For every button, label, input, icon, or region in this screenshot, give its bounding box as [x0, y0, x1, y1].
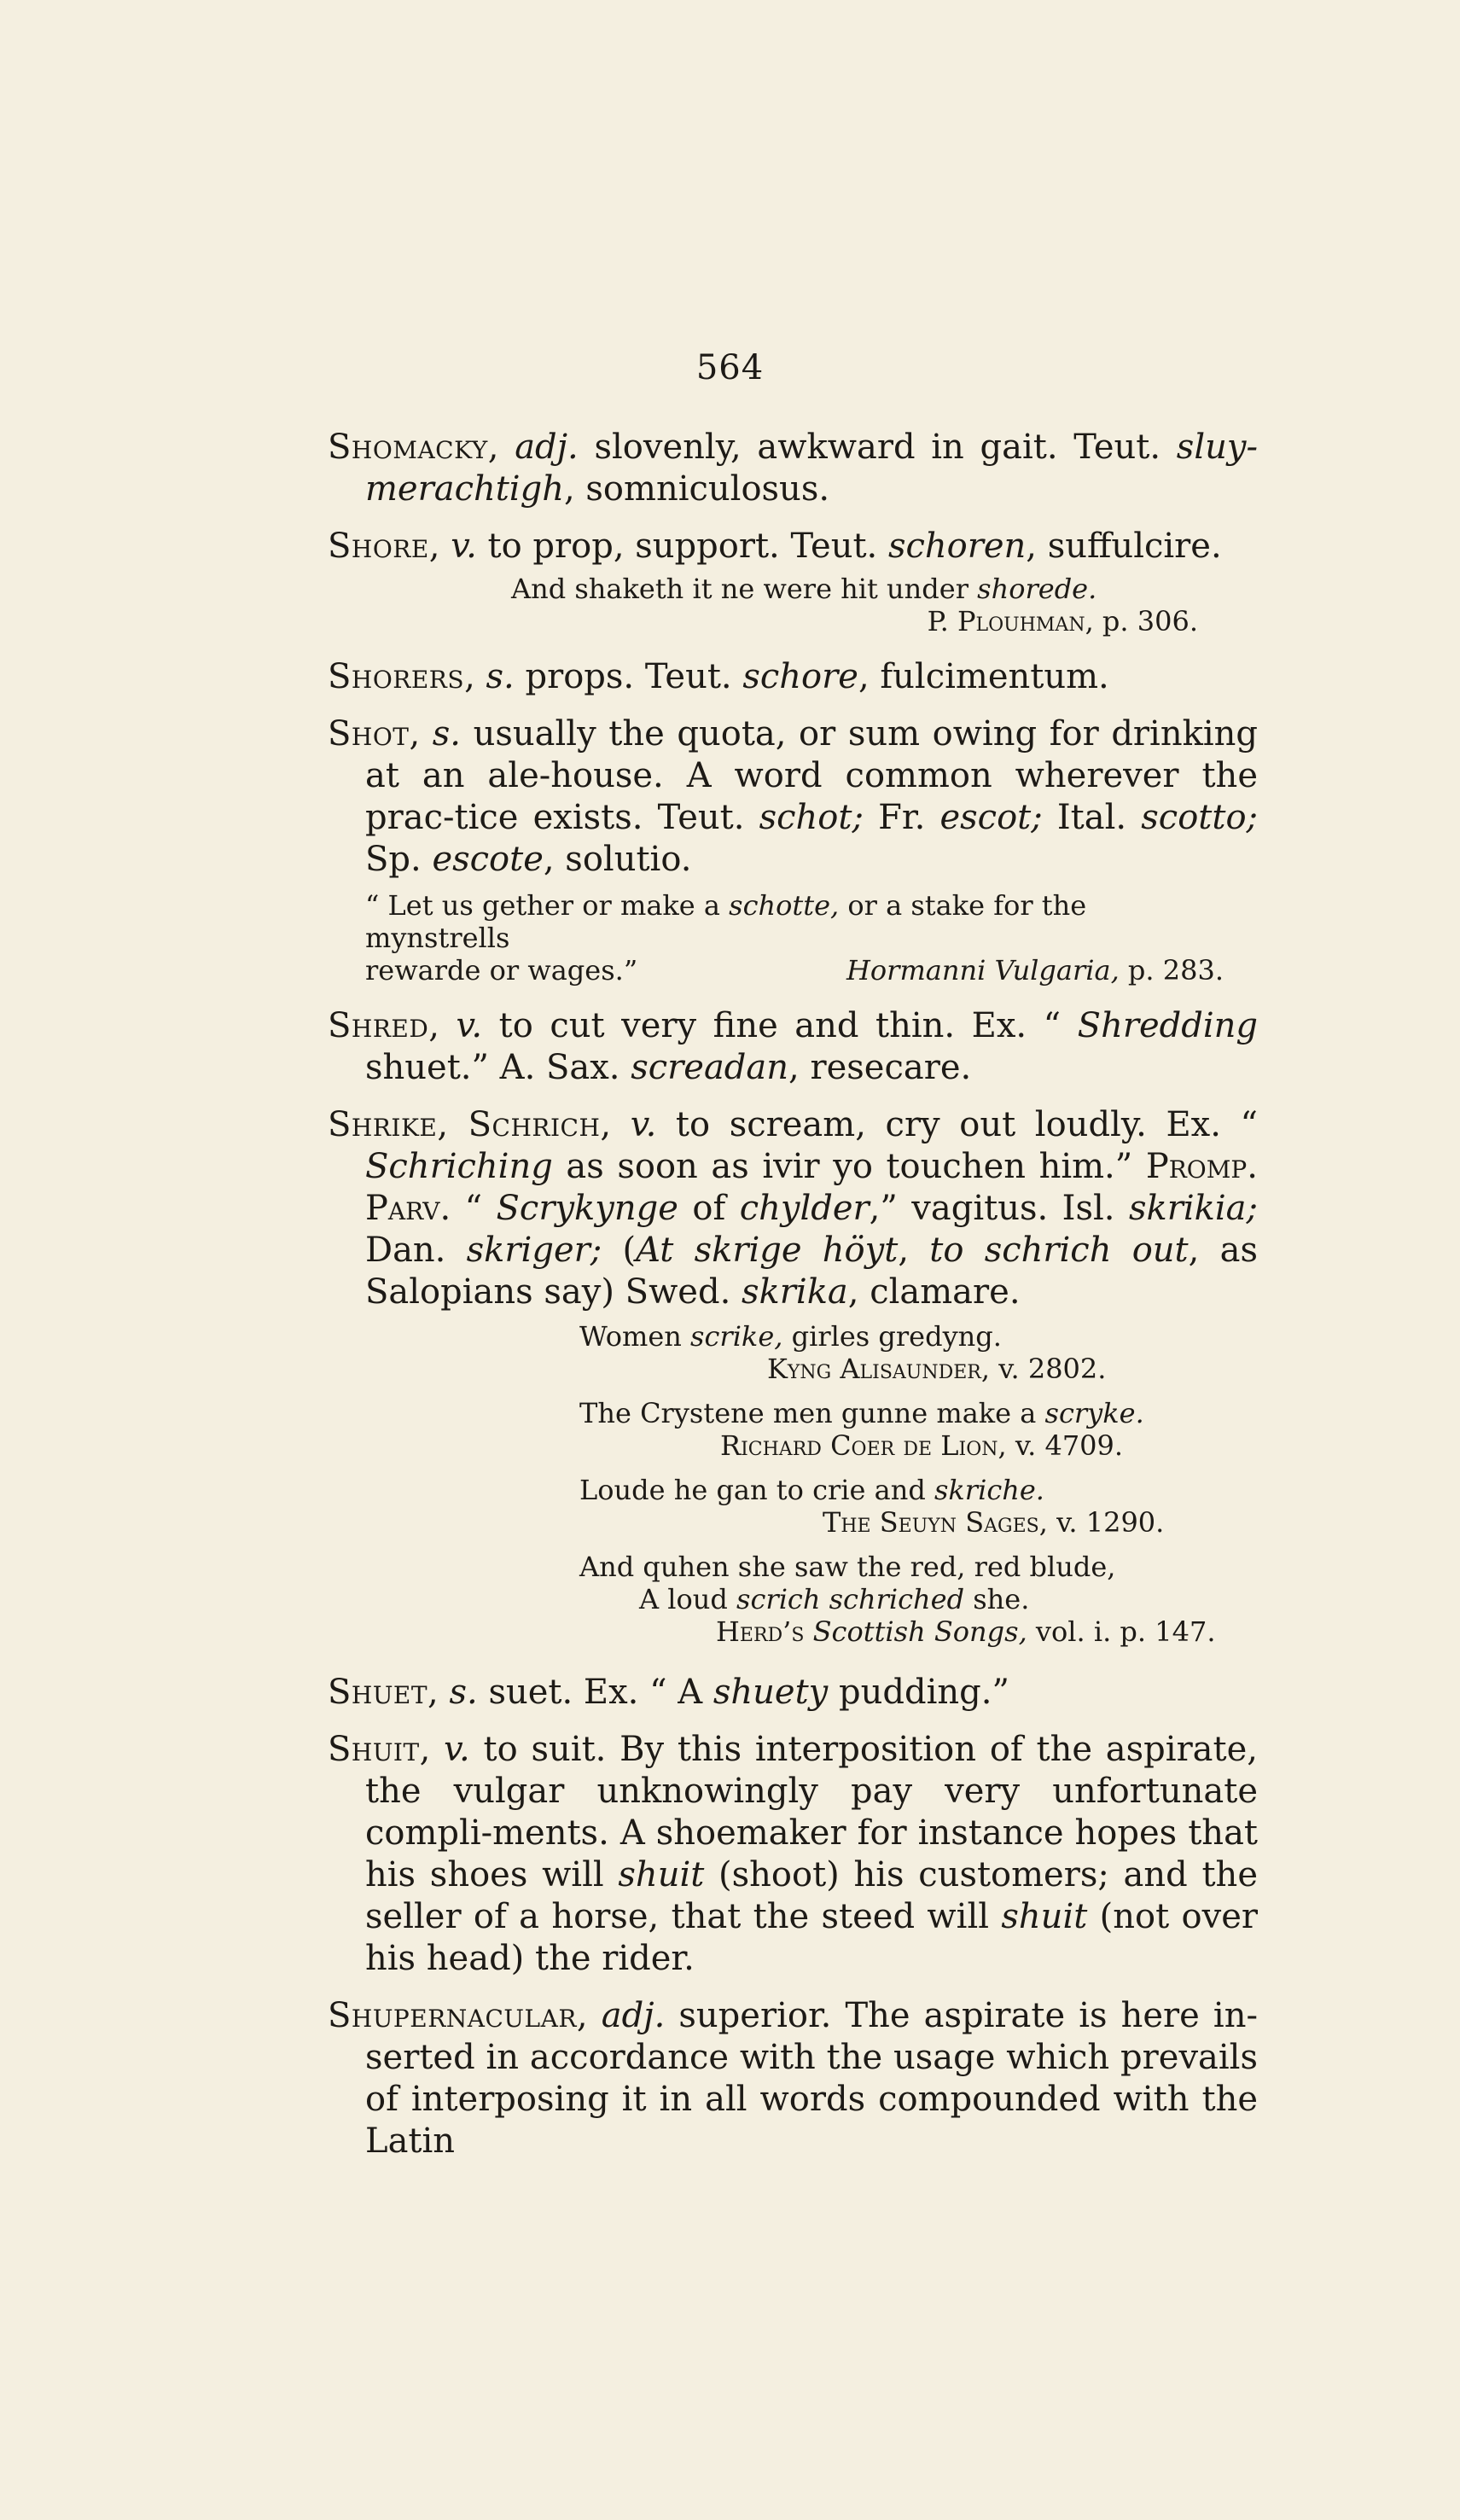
quotation-shore	[328, 573, 1258, 637]
entry-shore: Shore, v. to prop, support. Teut. schoren, suffulcire.	[328, 527, 1222, 566]
headword: Shuet	[328, 1673, 428, 1712]
quote-line: And shaketh it ne were hit under shorede.	[511, 573, 1097, 605]
entry-shorers: Shorers, s. props. Teut. schore, fulcimentum.	[328, 657, 1109, 696]
quote-citation: The Seuyn Sages, v. 1290.	[823, 1506, 1165, 1539]
quote-line: rewarde or wages.” Hormanni Vulgaria, p. 283.	[365, 954, 1224, 986]
headword: Shrike, Schrich	[328, 1105, 601, 1144]
page-number: 564	[695, 348, 765, 387]
quote-line: And quhen she saw the red, red blude,	[579, 1551, 1116, 1583]
dictionary-body	[328, 427, 1258, 2178]
part-of-speech: s.	[432, 714, 462, 754]
headword: Shupernacular	[328, 1996, 577, 2035]
quote-citation: Herd’s Scottish Songs, vol. i. p. 147.	[716, 1615, 1216, 1648]
part-of-speech: adj.	[601, 1996, 666, 2035]
quotation-shot	[328, 889, 1224, 986]
part-of-speech: adj.	[515, 428, 579, 467]
part-of-speech: v.	[456, 1006, 483, 1045]
quote-line: The Crystene men gunne make a scryke.	[579, 1397, 1144, 1429]
headword: Shomacky	[328, 428, 488, 467]
quotation-shrike	[328, 1320, 1258, 1648]
quote-citation: P. Plouhman, p. 306.	[927, 605, 1198, 637]
part-of-speech: v.	[444, 1730, 470, 1769]
headword: Shorers	[328, 657, 465, 696]
headword: Shot	[328, 714, 410, 754]
entry-shred: Shred, v. to cut very fine and thin. Ex. “ Shredding shuet.” A. Sax. screadan, resecare.	[328, 1006, 1258, 1087]
quote-block	[579, 1320, 1258, 1385]
quote-block	[579, 1551, 1258, 1648]
quote-block	[579, 1474, 1258, 1539]
part-of-speech: s.	[486, 657, 515, 696]
headword: Shred	[328, 1006, 429, 1045]
part-of-speech: v.	[451, 527, 477, 566]
quote-citation: Richard Coer de Lion, v. 4709.	[720, 1429, 1124, 1462]
entry-shot: Shot, s. usually the quota, or sum owing for drinking at an ale-house. A word common wherever the prac-tice exists. Teut. schot; Fr. escot; Ital. scotto; Sp. escote, solutio.	[328, 714, 1258, 879]
headword: Shuit	[328, 1730, 420, 1769]
headword: Shore	[328, 527, 429, 566]
quote-citation: Hormanni Vulgaria, p. 283.	[846, 954, 1224, 986]
quote-line: Loude he gan to crie and skriche.	[579, 1474, 1044, 1506]
quote-line: A loud scrich schriched she.	[639, 1583, 1030, 1615]
quote-block	[579, 1397, 1258, 1462]
quote-line: “ Let us gether or make a schotte, or a stake for the mynstrells	[365, 889, 1087, 954]
quote-citation: Kyng Alisaunder, v. 2802.	[767, 1353, 1107, 1385]
part-of-speech: v.	[630, 1105, 657, 1144]
quote-line: Women scrike, girles gredyng.	[579, 1320, 1002, 1353]
part-of-speech: s.	[449, 1673, 478, 1712]
entry-shuit: Shuit, v. to suit. By this interposition of the aspirate, the vulgar unknowingly pay very unfortunate compli-ments. A shoemaker for instance hopes that his shoes will shuit (shoot) his customers; and the seller of a horse, that the steed will shuit (not over his head) the rider.	[328, 1730, 1258, 1978]
entry-shupernacular: Shupernacular, adj. superior. The aspirate is here in-serted in accordance with the usage which prevails of interposing it in all words compounded with the Latin	[328, 1996, 1258, 2161]
entry-shomacky: Shomacky, adj. slovenly, awkward in gait. Teut. sluy-merachtigh, somniculosus.	[328, 428, 1258, 509]
entry-shrike: Shrike, Schrich, v. to scream, cry out loudly. Ex. “ Schriching as soon as ivir yo touchen him.” Promp. Parv. “ Scrykynge of chylder,” vagitus. Isl. skrikia; Dan. skriger; (At skrige höyt, to schrich out, as Salopians say) Swed. skrika, clamare.	[328, 1105, 1259, 1312]
entry-shuet: Shuet, s. suet. Ex. “ A shuety pudding.”	[328, 1673, 1009, 1712]
